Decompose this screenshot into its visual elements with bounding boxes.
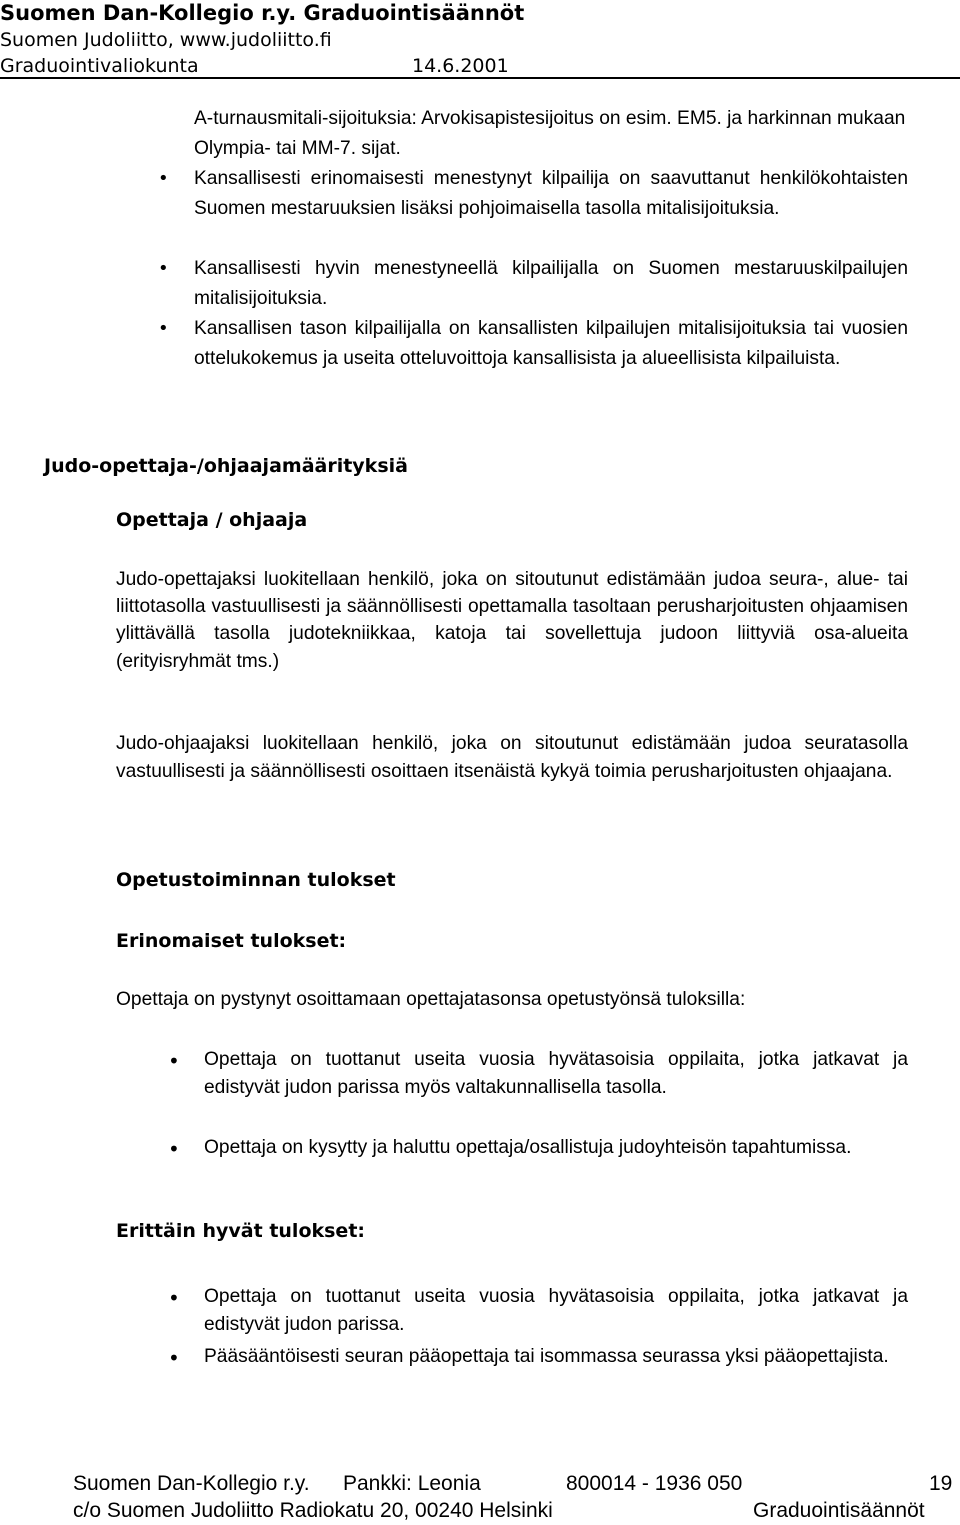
- intro-bullet-text: Kansallisesti hyvin menestyneellä kilpailijalla on Suomen mestaruuskilpailujen mitalisijoituksia.: [194, 258, 908, 309]
- header-divider: [0, 77, 960, 79]
- footer-account: 800014 - 1936 050: [566, 1472, 743, 1495]
- bullet-icon: •: [168, 1286, 180, 1310]
- bullet-icon: •: [158, 258, 169, 279]
- paragraph-instructor: Judo-ohjaajaksi luokitellaan henkilö, joka on sitoutunut edistämään judoa seuratasolla vastuullisesti ja säännöllisesti osoittaen itsenäistä kykyä toimia perusharjoitusten ohjaajana.: [116, 733, 908, 782]
- bullet-icon: •: [168, 1137, 180, 1161]
- subsection-heading: Opettaja / ohjaaja: [116, 509, 308, 531]
- section-heading: Judo-opettaja-/ohjaajamäärityksiä: [44, 455, 408, 477]
- intro-bullet-text: Kansallisen tason kilpailijalla on kansallisten kilpailujen mitalisijoituksia tai vuosien ottelukokemus ja useita otteluvoittoja kansallisista ja alueellisista kilpailuista.: [194, 318, 908, 369]
- subsection-heading: Erinomaiset tulokset:: [116, 930, 347, 952]
- bullet-icon: •: [168, 1346, 180, 1370]
- paragraph-excellent-intro: Opettaja on pystynyt osoittamaan opettajatasonsa opetustyönsä tuloksilla:: [116, 989, 746, 1010]
- footer-address: c/o Suomen Judoliitto Radiokatu 20, 00240 Helsinki: [73, 1499, 553, 1522]
- page-header: [0, 0, 960, 78]
- header-date: 14.6.2001: [412, 55, 509, 77]
- excellent-bullet-text: Opettaja on tuottanut useita vuosia hyvätasoisia oppilaita, jotka jatkavat ja edistyvät judon parissa myös valtakunnallisella tasolla.: [204, 1049, 908, 1098]
- bullet-icon: •: [158, 168, 169, 189]
- intro-continuation: A-turnausmitali-sijoituksia: Arvokisapistesijoitus on esim. EM5. ja harkinnan mukaan Olympia- tai MM-7. sijat.: [194, 108, 906, 159]
- intro-bullet-text: Kansallisesti erinomaisesti menestynyt kilpailija on saavuttanut henkilökohtaisten Suomen mestaruuksien lisäksi pohjoimaisella tasolla mitalisijoituksia.: [194, 168, 908, 219]
- header-org: Suomen Judoliitto, www.judoliitto.fi: [0, 29, 332, 51]
- page-number: 19: [929, 1472, 953, 1495]
- excellent-bullet-text: Opettaja on kysytty ja haluttu opettaja/osallistuja judoyhteisön tapahtumissa.: [204, 1137, 852, 1158]
- footer-bank: Pankki: Leonia: [343, 1472, 481, 1495]
- bullet-icon: •: [168, 1049, 180, 1073]
- bullet-icon: •: [158, 318, 169, 339]
- subsection-heading: Erittäin hyvät tulokset:: [116, 1220, 366, 1242]
- header-committee: Graduointivaliokunta: [0, 55, 199, 77]
- footer-org: Suomen Dan-Kollegio r.y.: [73, 1472, 310, 1495]
- very-good-bullet-text: Pääsääntöisesti seuran pääopettaja tai isommassa seurassa yksi pääopettajista.: [204, 1346, 889, 1367]
- header-title: Suomen Dan-Kollegio r.y. Graduointisäännöt: [0, 1, 525, 25]
- section-heading: Opetustoiminnan tulokset: [116, 869, 396, 891]
- footer-doc: Graduointisäännöt: [753, 1499, 925, 1522]
- very-good-bullet-text: Opettaja on tuottanut useita vuosia hyvätasoisia oppilaita, jotka jatkavat ja edistyvät judon parissa.: [204, 1286, 908, 1335]
- paragraph-teacher: Judo-opettajaksi luokitellaan henkilö, joka on sitoutunut edistämään judoa seura-, alue- tai liittotasolla vastuullisesti ja säännöllisesti opettamalla tasoltaan perusharjoitusten ohjaamisen ylittävällä tasolla judotekniikkaa, katoja tai sovellettuja judoon liittyviä osa-alueita (erityisryhmät tms.): [116, 569, 908, 672]
